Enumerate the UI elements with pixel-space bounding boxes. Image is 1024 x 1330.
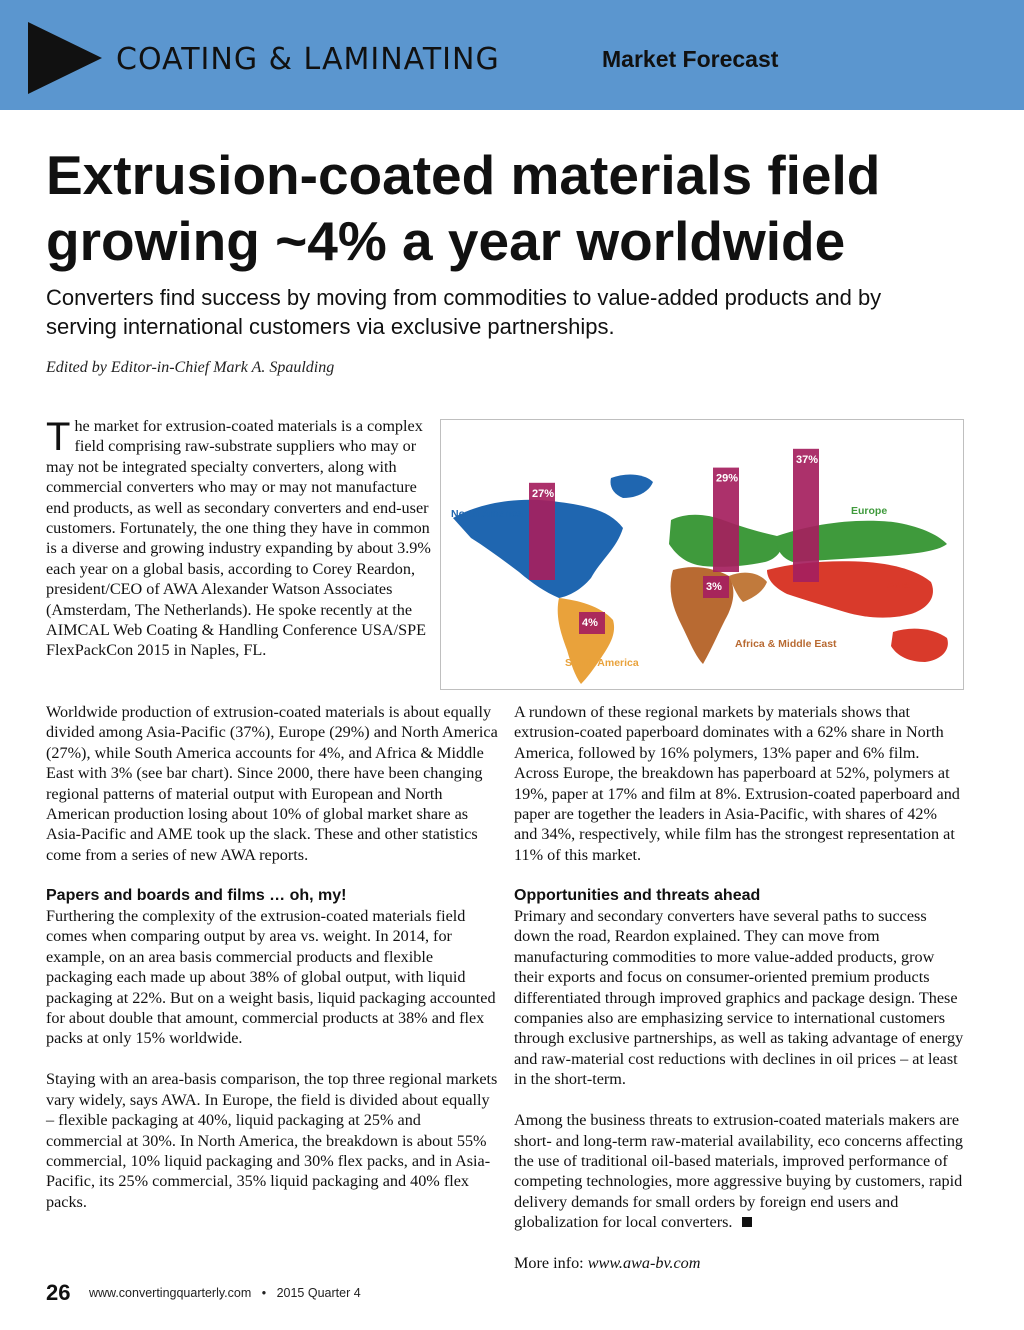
europe-label: Europe — [851, 505, 888, 517]
subhead: Papers and boards and films … oh, my! — [46, 886, 347, 904]
left-column — [46, 702, 501, 1233]
end-mark-icon — [742, 1217, 752, 1227]
footer-issue: 2015 Quarter 4 — [276, 1286, 361, 1300]
article-headline: Extrusion-coated materials field growing ~4% a year worldwide — [46, 144, 881, 272]
africa-middle-east-label: Africa & Middle East — [735, 638, 837, 650]
article-byline: Edited by Editor-in-Chief Mark A. Spaulding — [46, 359, 335, 376]
section-label: Market Forecast — [602, 46, 779, 72]
body-paragraph — [514, 1110, 964, 1232]
region-bar-label: 3% — [706, 581, 722, 593]
lede-text: he market for extrusion-coated materials is a complex field comprising raw-substrate suppliers who may or may not be integrated specialty converters, along with commercial converters who may or may not manufacture end products, as well as secondary converters and end-user customers. Fortunately, the one thing they have in common is a diverse and growing industry expanding by about 3.9% each year on a global basis, according to Corey Reardon, president/CEO of AWA Alexander Watson Associates (Amsterdam, The Netherlands). He spoke recently at the AIMCAL Web Coating & Handling Conference USA/SPE FlexPackCon 2015 in Naples, FL. — [46, 417, 431, 660]
south-america-label: South America — [565, 657, 639, 669]
subhead: Opportunities and threats ahead — [514, 886, 761, 904]
footer-bullet: • — [261, 1286, 267, 1300]
body-paragraph: Primary and secondary converters have several paths to success down the road, Reardon explained. They can move from manufacturing commodities to more value-added products, grow their exports and focus on consumer-oriented premium products differentiated through improved graphics and package design. These companies also are emphasizing service to international customers through exclusive partnerships, as well as taking advantage of energy and raw-material cost reductions with declines in oil prices – at least in the short-term. — [514, 907, 964, 1089]
play-triangle-icon — [28, 22, 102, 94]
body-paragraph: Worldwide production of extrusion-coated materials is about equally divided among Asia-Pacific (37%), Europe (29%) and North America (27%), while South America accounts for 4%, and Africa & Middle East with 3% (see bar chart). Since 2000, there have been changing regional patterns of material output with European and North American production losing about 10% of global market share as Asia-Pacific and AME took up the slack. These and other statistics come from a series of new AWA reports. — [46, 703, 498, 864]
more-info-label: More info: — [514, 1253, 584, 1272]
more-info-link[interactable]: www.awa-bv.com — [587, 1253, 701, 1272]
section-header — [0, 0, 1024, 110]
publication-brand: COATING & LAMINATING — [116, 42, 500, 77]
greenland-shape — [611, 475, 654, 498]
closing-text: Among the business threats to extrusion-coated materials makers are short- and long-term raw-material availability, eco concerns affecting the use of traditional oil-based materials, improved performance of competing technologies, more aggressive buying by customers, rapid delivery demands for small orders by foreign end users and globalization for local converters. — [514, 1111, 964, 1232]
article-deck: Converters find success by moving from commodities to value-added products and by serving international customers via exclusive partnerships. — [46, 285, 882, 339]
page-number: 26 — [46, 1280, 71, 1305]
body-paragraph: Furthering the complexity of the extrusion-coated materials field comes when comparing output by area vs. weight. In 2014, for example, on an area basis commercial products and flexible packaging each made up about 38% of global output, with liquid packaging at 22%. But on a weight basis, liquid packaging accounted for about double that amount, commercial products at 38% and flex packs at only 15% worldwide. — [46, 907, 496, 1048]
asia-label: Asia — [887, 579, 910, 591]
right-column — [514, 702, 964, 1294]
drop-cap: T — [46, 415, 71, 459]
more-info — [514, 1253, 964, 1273]
region-bar-label: 4% — [582, 617, 598, 629]
page-footer — [46, 1280, 361, 1306]
lede-paragraph — [46, 416, 431, 661]
region-bar-label: 29% — [716, 472, 739, 485]
north-america-label: North America — [451, 508, 523, 520]
australia-shape — [891, 629, 948, 662]
footer-site[interactable]: www.convertingquarterly.com — [88, 1286, 252, 1300]
body-paragraph: A rundown of these regional markets by materials shows that extrusion-coated paperboard dominates with a 62% share in North America, followed by 16% polymers, 13% paper and 6% film. Across Europe, the breakdown has paperboard at 52%, polymers at 19%, paper at 17% and film at 8%. Extrusion-coated paperboard and paper are together the leaders in Asia-Pacific, with shares of 42% and 34%, respectively, while film has the strongest representation at 11% of this market. — [514, 703, 960, 864]
region-bar — [793, 449, 819, 582]
body-paragraph: Staying with an area-basis comparison, the top three regional markets vary widely, says AWA. In Europe, the field is divided about equally – flexible packaging at 40%, liquid packaging at 25% and commercial at 30%. In North America, the breakdown is about 55% commercial, 10% liquid packaging and 30% flex packs, and in Asia-Pacific, its 25% commercial, 35% liquid packaging and 40% flex packs. — [46, 1070, 498, 1211]
region-bar-label: 37% — [796, 453, 819, 466]
middle-east-shape — [729, 573, 767, 602]
region-bar-label: 27% — [532, 487, 555, 500]
regional-map-figure — [440, 419, 964, 690]
world-map-graphic — [441, 420, 963, 689]
south-america-shape — [558, 598, 614, 684]
